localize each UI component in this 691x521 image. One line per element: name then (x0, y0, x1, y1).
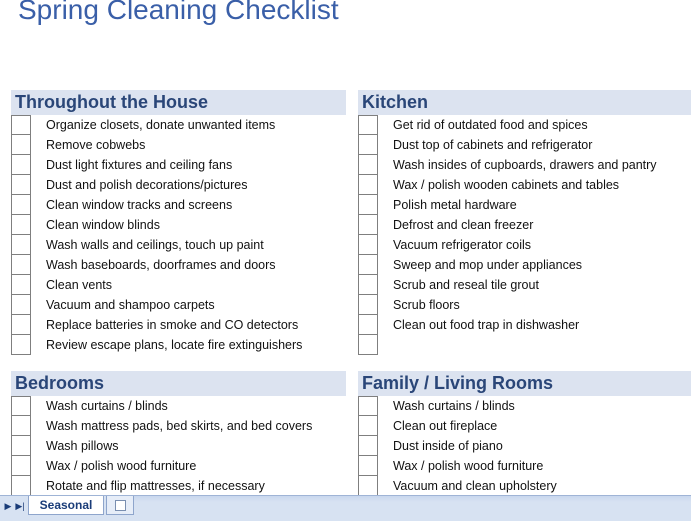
checklist-item (358, 135, 691, 155)
checkbox[interactable] (11, 115, 31, 135)
checklist-item (11, 275, 346, 295)
checklist-item (358, 335, 691, 355)
checklist-item (358, 155, 691, 175)
checklist (11, 115, 346, 355)
checklist-item-label: Vacuum refrigerator coils (393, 238, 532, 252)
insert-worksheet-icon (115, 500, 126, 511)
checklist-item-label: Scrub and reseal tile grout (393, 278, 539, 292)
checklist-item-label: Clean window blinds (46, 218, 160, 232)
checkbox[interactable] (358, 135, 378, 155)
checklist-item-label: Wash pillows (46, 439, 119, 453)
checkbox[interactable] (11, 235, 31, 255)
checklist-item-label: Clean vents (46, 278, 113, 292)
checkbox[interactable] (358, 275, 378, 295)
checklist-item-label: Defrost and clean freezer (393, 218, 534, 232)
checklist-item (358, 396, 691, 416)
checklist-item (358, 115, 691, 135)
section-family-living-rooms (358, 371, 691, 496)
checkbox[interactable] (358, 175, 378, 195)
checklist-item-label: Wax / polish wood furniture (393, 459, 544, 473)
section-header: Kitchen (358, 90, 691, 115)
checklist-item-label: Get rid of outdated food and spices (393, 118, 588, 132)
checklist-item (11, 235, 346, 255)
checkbox[interactable] (11, 255, 31, 275)
checkbox[interactable] (11, 135, 31, 155)
checkbox[interactable] (358, 456, 378, 476)
checklist-item-label: Dust light fixtures and ceiling fans (46, 158, 233, 172)
checkbox[interactable] (358, 335, 378, 355)
checkbox[interactable] (358, 195, 378, 215)
checklist-item (11, 456, 346, 476)
checkbox[interactable] (358, 436, 378, 456)
checklist-item-label: Wash baseboards, doorframes and doors (46, 258, 276, 272)
sheet-tab-seasonal[interactable]: Seasonal (28, 496, 104, 515)
tab-scroll-last-icon[interactable]: ▶| (15, 501, 25, 511)
checklist-item (11, 215, 346, 235)
checkbox[interactable] (358, 115, 378, 135)
checklist-item (358, 275, 691, 295)
checklist (11, 396, 346, 496)
checkbox[interactable] (358, 295, 378, 315)
checklist (358, 396, 691, 496)
checkbox[interactable] (11, 175, 31, 195)
checklist-item (11, 436, 346, 456)
tab-scroll-prev-icon[interactable]: ▶ (4, 501, 12, 511)
checklist-item-label: Polish metal hardware (393, 198, 517, 212)
checkbox[interactable] (358, 476, 378, 496)
checklist-item-label: Dust and polish decorations/pictures (46, 178, 248, 192)
checklist-item (11, 175, 346, 195)
checklist-item (358, 215, 691, 235)
checklist-item (11, 115, 346, 135)
checklist-item (11, 195, 346, 215)
checklist-item-label: Rotate and flip mattresses, if necessary (46, 479, 265, 493)
checklist-item-label: Dust inside of piano (393, 439, 503, 453)
checklist-item-label: Remove cobwebs (46, 138, 146, 152)
section-throughout-the-house (11, 90, 346, 355)
checkbox[interactable] (11, 215, 31, 235)
checklist-item-label: Vacuum and clean upholstery (393, 479, 557, 493)
checklist-item (358, 416, 691, 436)
checkbox[interactable] (11, 195, 31, 215)
checkbox[interactable] (11, 335, 31, 355)
section-header: Throughout the House (11, 90, 346, 115)
section-header: Family / Living Rooms (358, 371, 691, 396)
insert-worksheet-button[interactable] (106, 496, 134, 515)
checklist-item (358, 295, 691, 315)
checklist-item (358, 255, 691, 275)
checklist-item-label: Wash mattress pads, bed skirts, and bed covers (46, 419, 313, 433)
checklist-item-label: Review escape plans, locate fire extinguishers (46, 338, 303, 352)
checklist-item (358, 315, 691, 335)
checkbox[interactable] (358, 235, 378, 255)
checklist-item-label: Wash curtains / blinds (393, 399, 515, 413)
checklist-item (358, 175, 691, 195)
checkbox[interactable] (11, 275, 31, 295)
checkbox[interactable] (11, 456, 31, 476)
checklist-item-label: Organize closets, donate unwanted items (46, 118, 276, 132)
checklist-item (11, 315, 346, 335)
checkbox[interactable] (11, 295, 31, 315)
page-title: Spring Cleaning Checklist (18, 0, 339, 25)
checkbox[interactable] (11, 315, 31, 335)
tab-strip-divider (132, 496, 691, 502)
checklist-item-label: Vacuum and shampoo carpets (46, 298, 215, 312)
checklist-item-label: Replace batteries in smoke and CO detectors (46, 318, 299, 332)
checkbox[interactable] (358, 315, 378, 335)
checklist-item (11, 295, 346, 315)
checklist-item-label: Wax / polish wood furniture (46, 459, 197, 473)
section-header: Bedrooms (11, 371, 346, 396)
checkbox[interactable] (358, 155, 378, 175)
checklist-item-label: Wash curtains / blinds (46, 399, 168, 413)
checklist-item-label: Sweep and mop under appliances (393, 258, 583, 272)
checklist-item (358, 235, 691, 255)
checklist-item-label: Clean out food trap in dishwasher (393, 318, 580, 332)
checkbox[interactable] (358, 215, 378, 235)
checklist-item (11, 335, 346, 355)
checkbox[interactable] (11, 155, 31, 175)
checklist-item-label: Wax / polish wooden cabinets and tables (393, 178, 620, 192)
checkbox[interactable] (11, 396, 31, 416)
checklist-item (11, 155, 346, 175)
checklist-item (358, 476, 691, 496)
checkbox[interactable] (358, 416, 378, 436)
checkbox[interactable] (11, 416, 31, 436)
checklist-item-label: Clean out fireplace (393, 419, 498, 433)
checkbox[interactable] (11, 476, 31, 496)
section-bedrooms (11, 371, 346, 496)
checklist-item-label: Dust top of cabinets and refrigerator (393, 138, 593, 152)
checklist (358, 115, 691, 355)
checklist-item (11, 396, 346, 416)
checklist-item (358, 195, 691, 215)
checklist-item (11, 416, 346, 436)
sheet-tab-bar (0, 495, 691, 521)
checklist-item (11, 135, 346, 155)
checklist-item (11, 255, 346, 275)
checkbox[interactable] (358, 396, 378, 416)
checklist-item-label: Wash insides of cupboards, drawers and pantry (393, 158, 657, 172)
checkbox[interactable] (11, 436, 31, 456)
checklist-item (11, 476, 346, 496)
checklist-item-label: Wash walls and ceilings, touch up paint (46, 238, 264, 252)
checklist-item (358, 456, 691, 476)
section-kitchen (358, 90, 691, 355)
checkbox[interactable] (358, 255, 378, 275)
checklist-item-label: Scrub floors (393, 298, 460, 312)
checklist-item (358, 436, 691, 456)
checklist-item-label: Clean window tracks and screens (46, 198, 233, 212)
